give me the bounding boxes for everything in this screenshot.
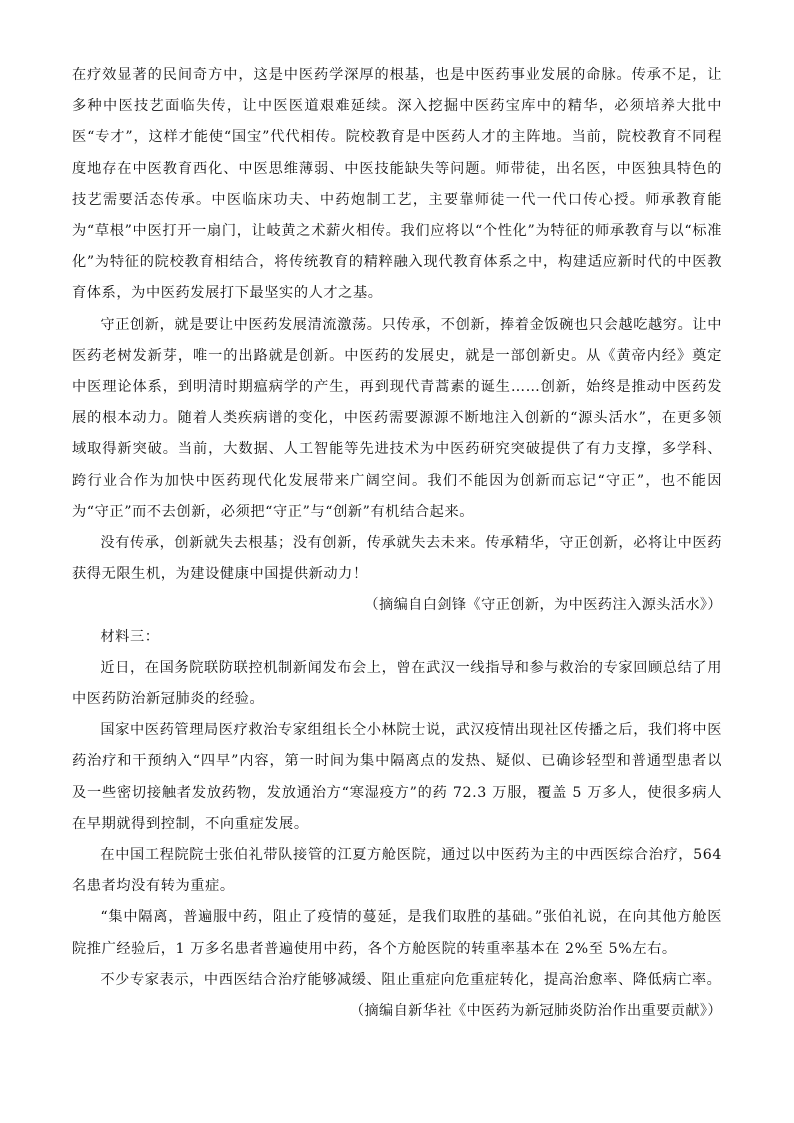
source-citation-2: （摘编自新华社《中医药为新冠肺炎防治作出重要贡献》）: [349, 1003, 722, 1020]
paragraph-zhang-boli-quote: “集中隔离，普遍服中药，阻止了疫情的蔓延，是我们取胜的基础。”张伯礼说，在向其他方舱医院推广经验后，1 万多名患者普遍使用中药，各个方舱医院的转重率基本在 2%至 5%左右。: [72, 909, 722, 957]
paragraph-jiangxia-hospital: 在中国工程院院士张伯礼带队接管的江夏方舱医院，通过以中医药为主的中西医综合治疗，564 名患者均没有转为重症。: [72, 847, 722, 895]
material-three-heading: 材料三：: [100, 628, 160, 645]
paragraph-conclusion: 没有传承，创新就失去根基；没有创新，传承就失去未来。传承精华，守正创新，必将让中医药获得无限生机，为建设健康中国提供新动力！: [72, 535, 722, 583]
paragraph-inheritance: 在疗效显著的民间奇方中，这是中医药学深厚的根基，也是中医药事业发展的命脉。传承不足，让多种中医技艺面临失传，让中医医道艰难延续。深入挖掘中医药宝库中的精华，必须培养大批中医“专才”，这样才能使“国宝”代代相传。院校教育是中医药人才的主阵地。当前，院校教育不同程度地存在中医教育西化、中医思维薄弱、中医技能缺失等问题。师带徒，出名医，中医独具特色的技艺需要活态传承。中医临床功夫、中药炮制工艺，主要靠师徒一代一代口传心授。师承教育能为“草根”中医打开一扇门，让岐黄之术薪火相传。我们应将以“个性化”为特征的师承教育与以“标准化”为特征的院校教育相结合，将传统教育的精粹融入现代教育体系之中，构建适应新时代的中医教育体系，为中医药发展打下最坚实的人才之基。: [72, 67, 722, 302]
paragraph-tong-xiaolin: 国家中医药管理局医疗救治专家组组长仝小林院士说，武汉疫情出现社区传播之后，我们将中医药治疗和干预纳入“四早”内容，第一时间为集中隔离点的发热、疑似、已确诊轻型和普通型患者以及一些密切接触者发放药物，发放通治方“寒湿疫方”的药 72.3 万服，覆盖 5 万多人，使很多病人在早期就得到控制，不向重症发展。: [72, 722, 722, 832]
paragraph-experts: 不少专家表示，中西医结合治疗能够减缓、阻止重症向危重症转化，提高治愈率、降低病亡率。: [100, 971, 722, 988]
source-citation-1: （摘编自白剑锋《守正创新，为中医药注入源头活水》）: [364, 597, 722, 614]
paragraph-innovation: 守正创新，就是要让中医药发展清流激荡。只传承，不创新，捧着金饭碗也只会越吃越穷。让中医药老树发新芽，唯一的出路就是创新。中医药的发展史，就是一部创新史。从《黄帝内经》奠定中医理论体系，到明清时期瘟病学的产生，再到现代青蒿素的诞生……创新，始终是推动中医药发展的根本动力。随着人类疾病谱的变化，中医药需要源源不断地注入创新的“源头活水”，在更多领域取得新突破。当前，大数据、人工智能等先进技术为中医药研究突破提供了有力支撑，多学科、跨行业合作为加快中医药现代化发展带来广阔空间。我们不能因为创新而忘记“守正”，也不能因为“守正”而不去创新，必须把“守正”与“创新”有机结合起来。: [72, 316, 722, 520]
document-page: [72, 60, 722, 1027]
paragraph-press-conference: 近日，在国务院联防联控机制新闻发布会上，曾在武汉一线指导和参与救治的专家回顾总结了用中医药防治新冠肺炎的经验。: [72, 659, 722, 708]
